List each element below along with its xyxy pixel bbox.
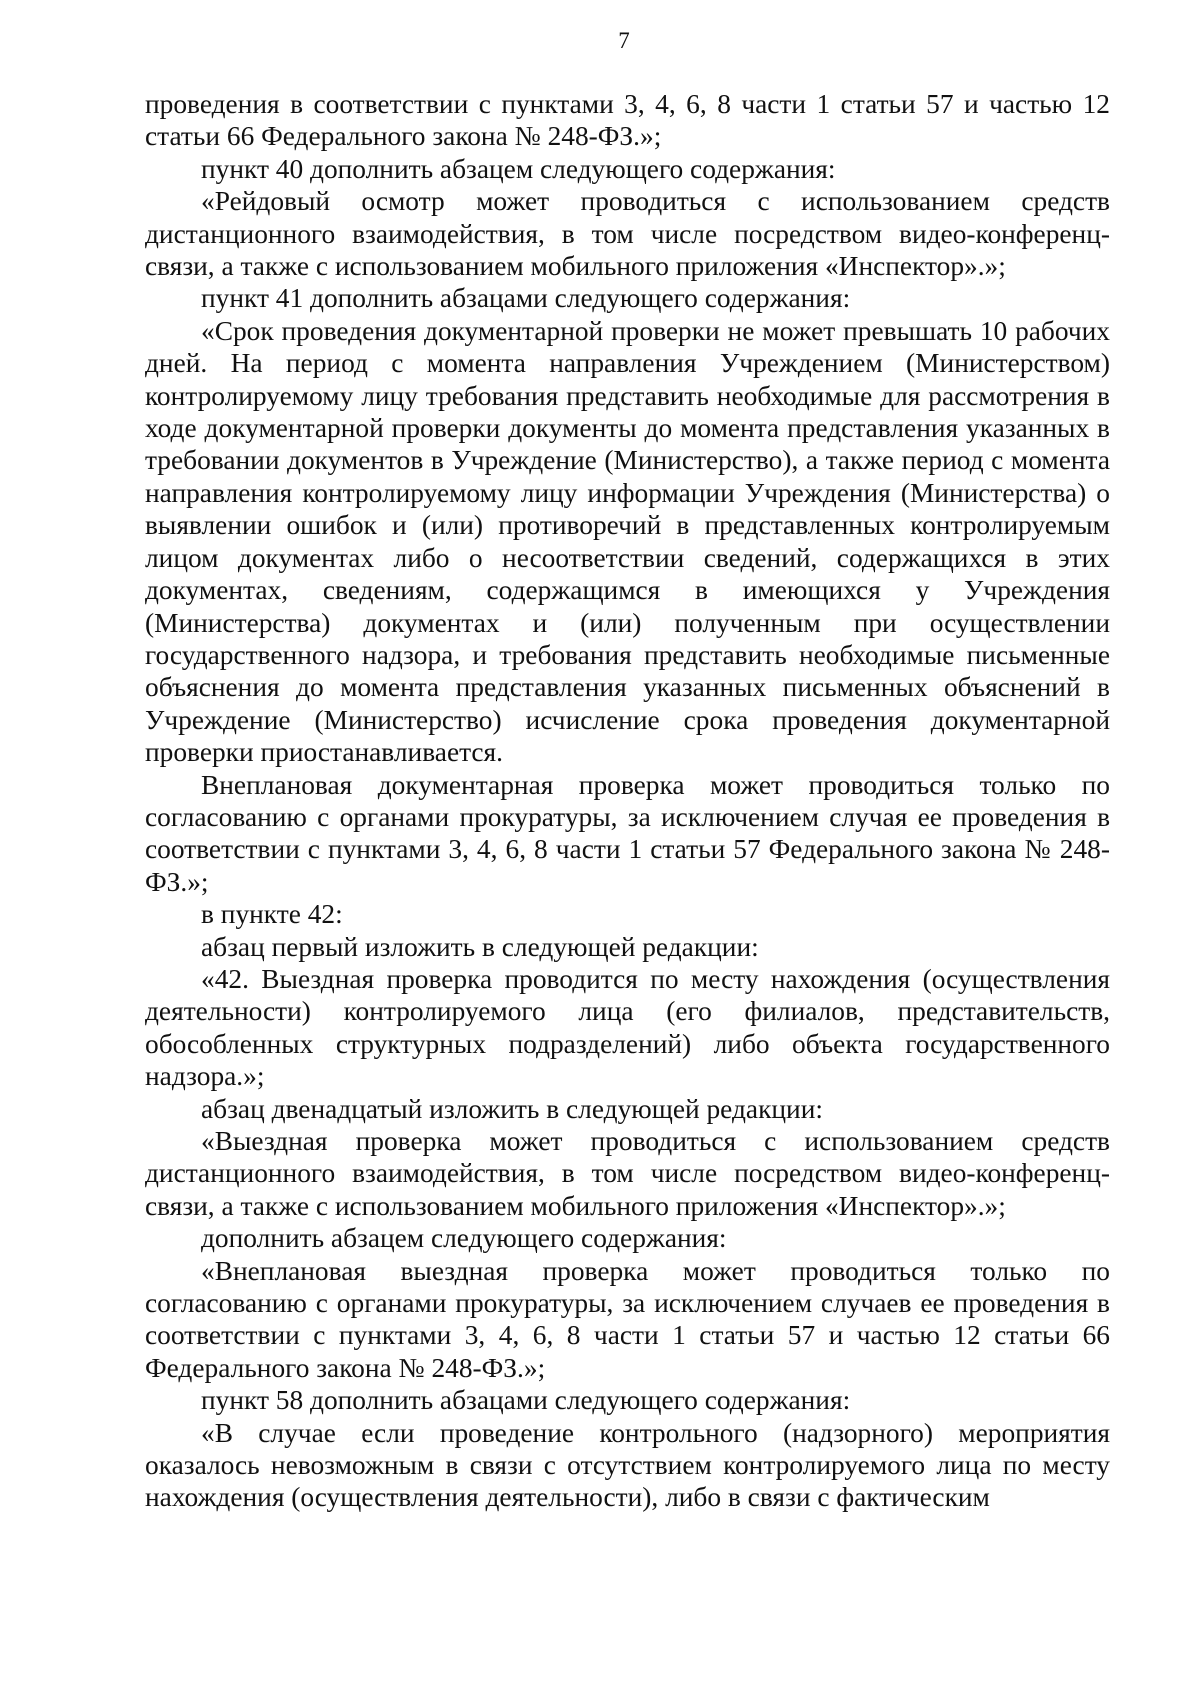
paragraph-clause-42-heading: в пункте 42:	[201, 899, 343, 930]
paragraph-amend-clause-41: пункт 41 дополнить абзацами следующего содержания:	[201, 283, 851, 314]
paragraph-add-abzac: дополнить абзацем следующего содержания:	[201, 1223, 727, 1254]
paragraph-raid-inspection: «Рейдовый осмотр может проводиться с использованием средств дистанционного взаимодействия, в том числе посредством видео-конференц-связи, а также с использованием мобильного приложения «Инспектор».»;	[145, 186, 1110, 282]
document-body	[145, 88, 1110, 1514]
paragraph-clause-42-text: «42. Выездная проверка проводится по месту нахождения (осуществления деятельности) контролируемого лица (его филиалов, представительств, обособленных структурных подразделений) либо объекта государственного надзора.»;	[145, 963, 1110, 1092]
page-number: 7	[618, 28, 630, 53]
paragraph-document-check-term: «Срок проведения документарной проверки не может превышать 10 рабочих дней. На период с момента направления Учреждением (Министерством) контролируемому лицу требования представить необходимые для рассмотрения в ходе документарной проверки документы до момента представления указанных в требовании документов в Учреждение (Министерство), а также период с момента направления контролируемому лицу информации Учреждения (Министерства) о выявлении ошибок и (или) противоречий в представленных контролируемым лицом документах либо о несоответствии сведений, содержащихся в этих документах, сведениям, содержащимся в имеющихся у Учреждения (Министерства) документах и (или) полученным при осуществлении государственного надзора, и требования представить необходимые письменные объяснения до момента представления указанных письменных объяснений в Учреждение (Министерство) исчисление срока проведения документарной проверки приостанавливается.	[145, 315, 1110, 768]
paragraph-unscheduled-document-check: Внеплановая документарная проверка может проводиться только по согласованию с органами прокуратуры, за исключением случая ее проведения в соответствии с пунктами 3, 4, 6, 8 части 1 статьи 57 Федерального закона № 248-ФЗ.»;	[145, 769, 1110, 897]
paragraph-amend-clause-40: пункт 40 дополнить абзацем следующего содержания:	[201, 153, 836, 184]
paragraph-impossible-event: «В случае если проведение контрольного (надзорного) мероприятия оказалось невозможным в связи с отсутствием контролируемого лица по месту нахождения (осуществления деятельности), либо в связи с фактическим	[145, 1417, 1110, 1513]
paragraph-unscheduled-onsite-check: «Внеплановая выездная проверка может проводиться только по согласованию с органами прокуратуры, за исключением случаев ее проведения в соответствии с пунктами 3, 4, 6, 8 части 1 статьи 57 и частью 12 статьи 66 Федерального закона № 248-ФЗ.»;	[145, 1255, 1110, 1383]
paragraph-onsite-check-remote: «Выездная проверка может проводиться с использованием средств дистанционного взаимодействия, в том числе посредством видео-конференц-связи, а также с использованием мобильного приложения «Инспектор».»;	[145, 1126, 1110, 1221]
paragraph-continuation: проведения в соответствии с пунктами 3, 4, 6, 8 части 1 статьи 57 и частью 12 статьи 66 Федерального закона № 248-ФЗ.»;	[145, 89, 1110, 152]
paragraph-amend-clause-58: пункт 58 дополнить абзацами следующего содержания:	[201, 1385, 851, 1416]
paragraph-first-abzac: абзац первый изложить в следующей редакции:	[201, 931, 759, 962]
paragraph-twelfth-abzac: абзац двенадцатый изложить в следующей редакции:	[201, 1093, 823, 1124]
